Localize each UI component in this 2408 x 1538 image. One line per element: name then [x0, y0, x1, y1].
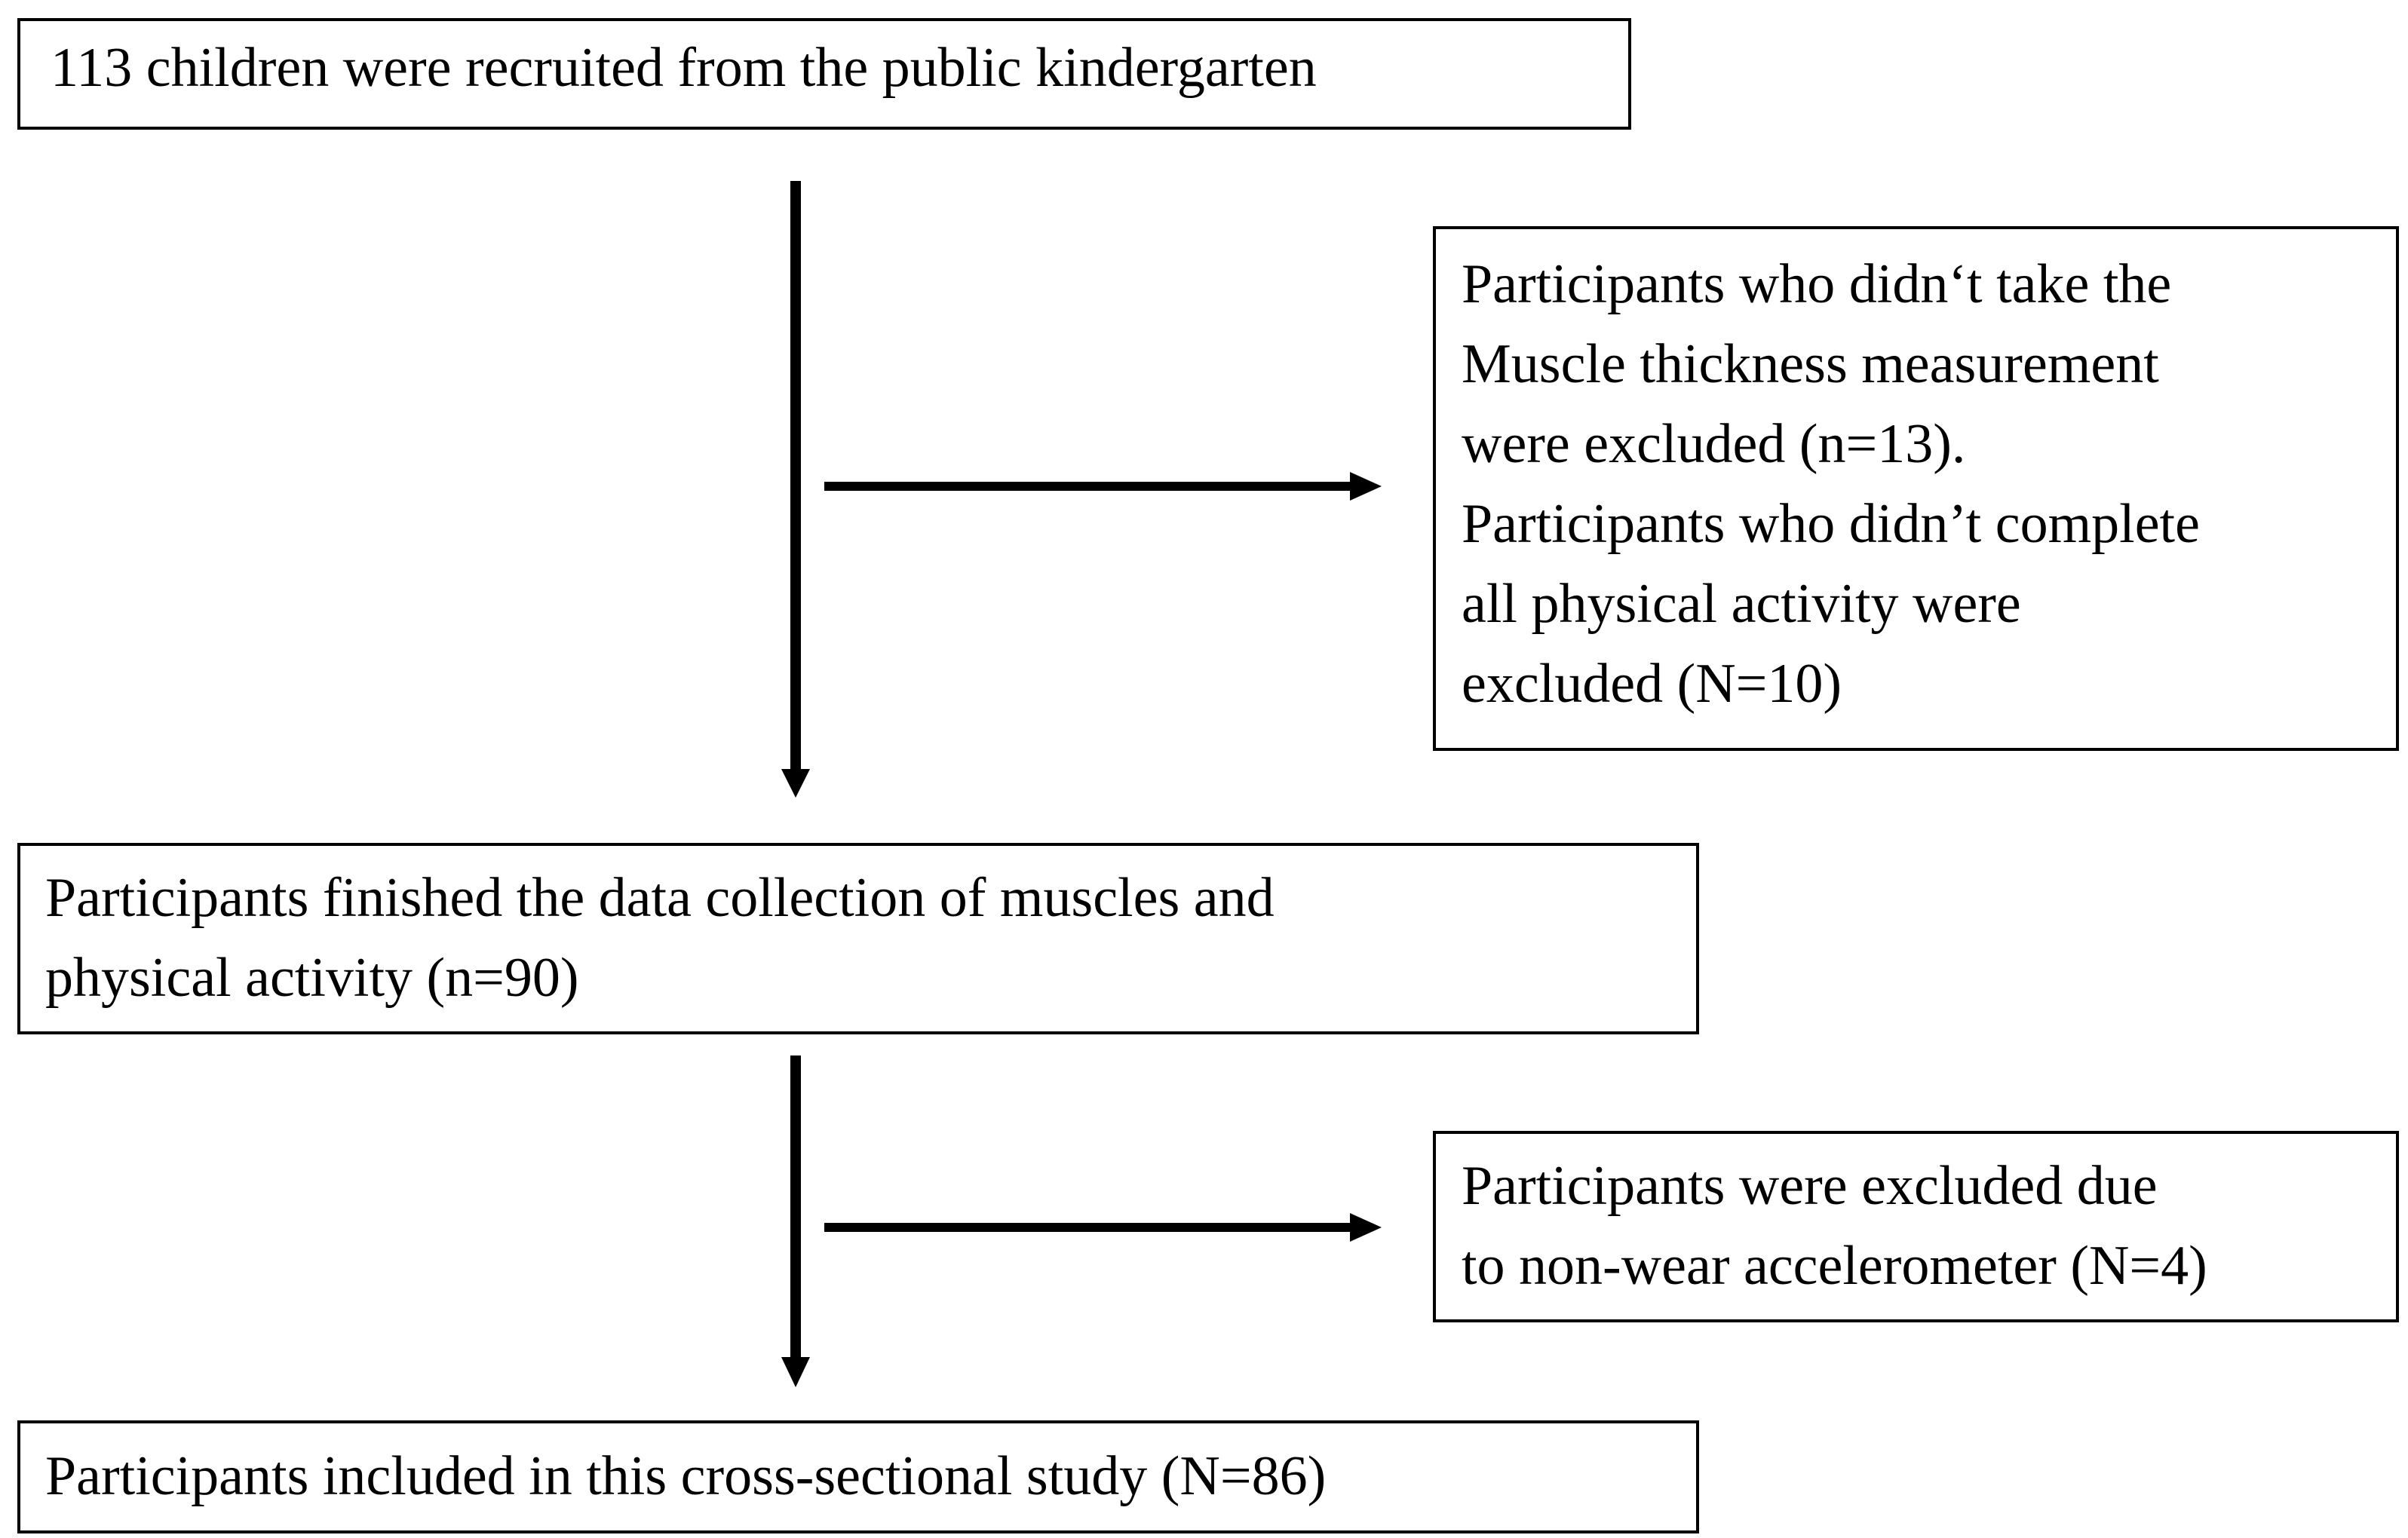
arrowhead-down-1 [781, 769, 810, 798]
excluded-first-line: Participants who didn’t complete [1462, 493, 2200, 555]
included-box [17, 1420, 1699, 1533]
arrowhead-right-2 [1350, 1213, 1382, 1242]
included-text: Participants included in this cross-sectional study (N=86) [45, 1445, 1327, 1507]
excluded-second-line: Participants were excluded due [1462, 1155, 2158, 1217]
excluded-first-box [1433, 226, 2399, 751]
excluded-first-line: excluded (N=10) [1462, 653, 1842, 715]
excluded-first-line: all physical activity were [1462, 573, 2021, 635]
recruited-box [17, 18, 1631, 130]
excluded-first-line: Participants who didn‘t take the [1462, 253, 2172, 315]
arrowhead-right-1 [1350, 472, 1382, 501]
finished-box [17, 843, 1699, 1034]
excluded-first-line: were excluded (n=13). [1462, 413, 1966, 475]
finished-line: physical activity (n=90) [45, 947, 579, 1009]
excluded-second-box [1433, 1131, 2399, 1322]
finished-line: Participants finished the data collection of muscles and [45, 867, 1275, 929]
excluded-first-line: Muscle thickness measurement [1462, 333, 2159, 395]
recruited-text: 113 children were recruited from the public kindergarten [51, 37, 1317, 99]
arrowhead-down-2 [781, 1357, 810, 1387]
excluded-second-line: to non-wear accelerometer (N=4) [1462, 1235, 2207, 1297]
